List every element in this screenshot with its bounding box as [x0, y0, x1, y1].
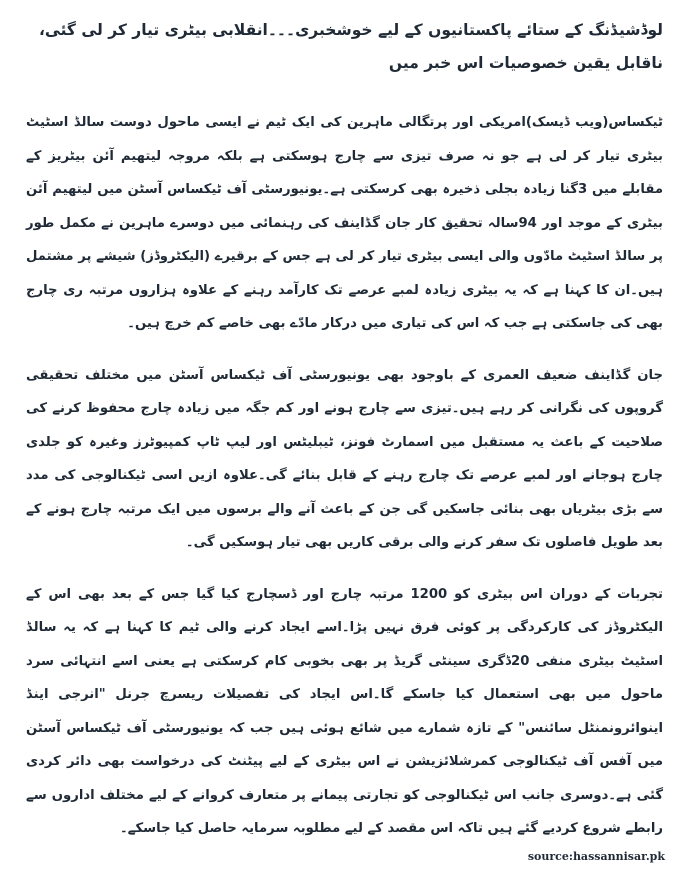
- article-body: [26, 106, 663, 846]
- article-paragraph-2: جان گڈاینف ضعیف العمری کے باوجود بھی یونیورسٹی آف ٹیکساس آسٹن میں مختلف تحقیقی گروپوں کی نگرانی کر رہے ہیں۔تیزی سے چارج ہونے اور کم جگہ میں زیادہ چارج محفوظ کرنے کی صلاحیت کے باعث یہ مستقبل میں اسمارٹ فونز، ٹیبلیٹس اور لیپ ٹاپ کمپیوٹرز وغیرہ کو جلدی چارج ہوجانے اور لمبے عرصے تک چارج رہنے کے قابل بنائے گی۔علاوہ ازیں اسی ٹیکنالوجی کی مدد سے بڑی بیٹریاں بھی بنائی جاسکیں گی جن کے باعث آنے والے برسوں میں ایک مرتبہ چارج ہونے کے بعد طویل فاصلوں تک سفر کرنے والی برقی کاریں بھی تیار ہوسکیں گی۔: [26, 367, 663, 550]
- source-credit: source:hassannisar.pk: [527, 850, 665, 863]
- article-paragraph-1: ٹیکساس(ویب ڈیسک)امریکی اور پرتگالی ماہرین کی ایک ٹیم نے ایسی ماحول دوست سالڈ اسٹیٹ بیٹری تیار کر لی ہے جو نہ صرف تیزی سے چارج ہوسکتی ہے بلکہ مروجہ لیتھیم آئن بیٹریز کے مقابلے میں 3گنا زیادہ بجلی ذخیرہ بھی کرسکتی ہے۔یونیورسٹی آف ٹیکساس آسٹن میں لیتھیم آئن بیٹری کے موجد اور 94سالہ تحقیق کار جان گڈاینف کی رہنمائی میں دوسرے ماہرین نے مکمل طور پر سالڈ اسٹیٹ مادّوں والی ایسی بیٹری تیار کر لی ہے جس کے برقیرے (الیکٹروڈز) شیشے پر مشتمل ہیں۔ان کا کہنا ہے کہ یہ بیٹری زیادہ لمبے عرصے تک کارآمد رہنے کے علاوہ ہزاروں مرتبہ ری چارج بھی کی جاسکتی ہے جب کہ اس کی تیاری میں درکار مادّے بھی خاصے کم خرچ ہیں۔: [26, 115, 663, 331]
- article-title: لوڈشیڈنگ کے ستائے پاکستانیوں کے لیے خوشخبری۔۔۔انقلابی بیٹری تیار کر لی گئی، ناقابل یقین خصوصیات اس خبر میں: [39, 21, 663, 72]
- article-paragraph-3: تجربات کے دوران اس بیٹری کو 1200 مرتبہ چارج اور ڈسچارج کیا گیا جس کے بعد بھی اس کے الیکٹروڈز کی کارکردگی پر کوئی فرق نہیں پڑا۔اسے ایجاد کرنے والی ٹیم کا کہنا ہے کہ یہ سالڈ اسٹیٹ بیٹری منفی 20ڈگری سینٹی گریڈ پر بھی بخوبی کام کرسکتی ہے یعنی اسے انتہائی سرد ماحول میں بھی استعمال کیا جاسکے گا۔اس ایجاد کی تفصیلات ریسرچ جرنل "انرجی اینڈ اینوائرونمنٹل سائنس" کے تازہ شمارے میں شائع ہوئی ہیں جب کہ یونیورسٹی آف ٹیکساس آسٹن میں آفس آف ٹیکنالوجی کمرشلائزیشن نے اس بیٹری کے لیے پیٹنٹ کی درخواست بھی دائر کردی گئی ہے۔دوسری جانب اس ٹیکنالوجی کو تجارتی پیمانے پر متعارف کروانے کے لیے مختلف اداروں سے رابطے شروع کردیے گئے ہیں تاکہ اس مقصد کے لیے مطلوبہ سرمایہ حاصل کیا جاسکے۔: [26, 586, 663, 836]
